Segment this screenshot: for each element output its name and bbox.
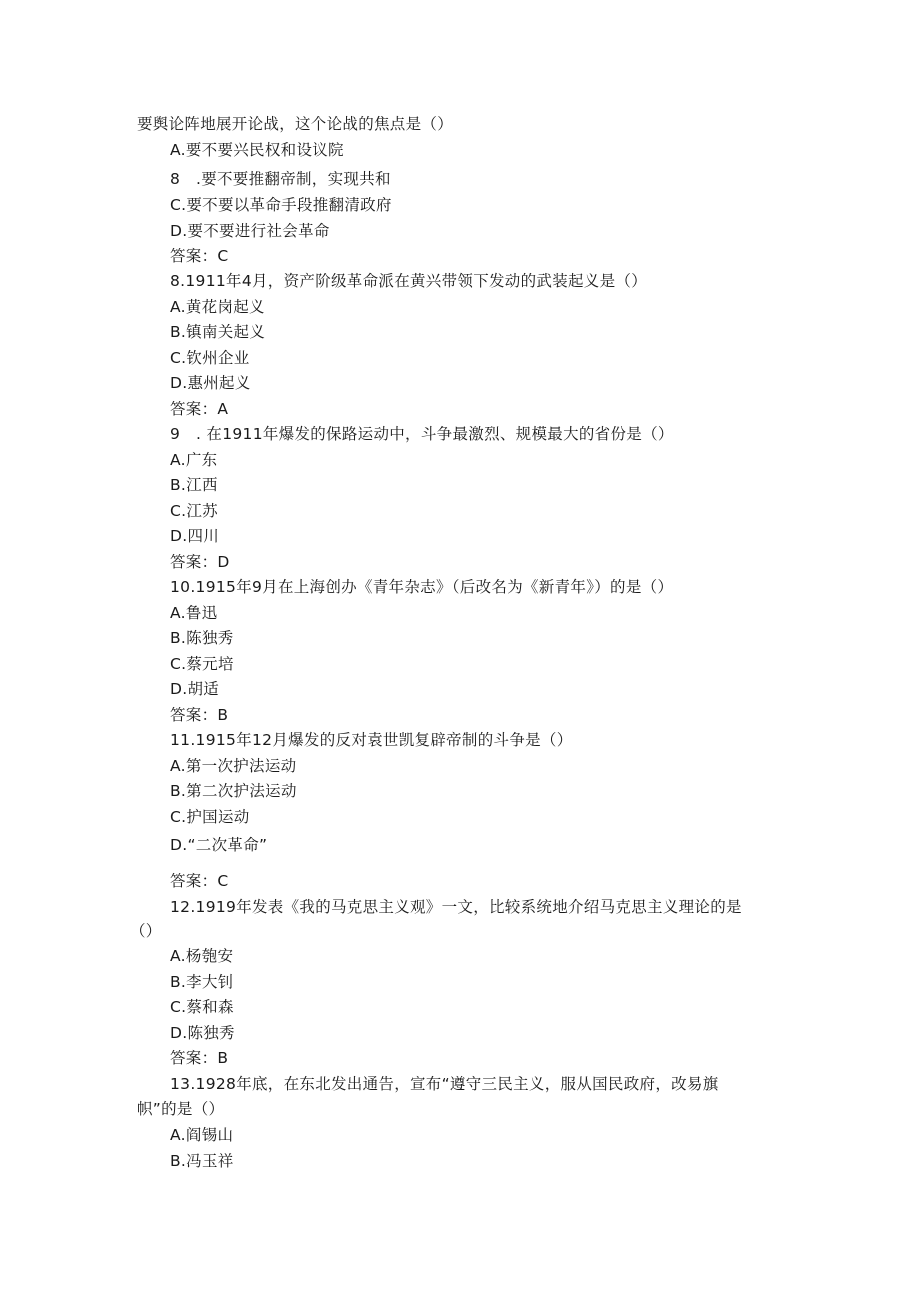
option-d: D.四川	[170, 527, 220, 545]
question-12: 12.1919年发表《我的马克思主义观》一文，比较系统地介绍马克思主义理论的是	[170, 898, 742, 916]
option-c: C.钦州企业	[170, 349, 250, 367]
option-a: A.阎锡山	[170, 1126, 234, 1144]
option-a: A.杨匏安	[170, 947, 234, 965]
answer: 答案：D	[170, 553, 230, 571]
option-a: A.广东	[170, 451, 218, 469]
option-a: A.鲁迅	[170, 604, 218, 622]
option-c: C.蔡元培	[170, 655, 234, 673]
question-12-continuation: （）	[130, 922, 162, 940]
option-d: D.要不要进行社会革命	[170, 222, 330, 240]
option-c: C.江苏	[170, 502, 218, 520]
answer: 答案：B	[170, 706, 229, 724]
option-d: D.陈独秀	[170, 1024, 235, 1042]
question-8: 8.1911年4月，资产阶级革命派在黄兴带领下发动的武装起义是（）	[170, 272, 647, 290]
option-a: A.黄花岗起义	[170, 298, 265, 316]
option-d: D.胡适	[170, 680, 220, 698]
question-10: 10.1915年9月在上海创办《青年杂志》（后改名为《新青年》）的是（）	[170, 578, 674, 596]
option-b: B.冯玉祥	[170, 1152, 234, 1170]
answer: 答案：C	[170, 872, 229, 890]
answer: 答案：B	[170, 1049, 229, 1067]
option-d: D.“二次革命”	[170, 836, 268, 854]
option-c: C.要不要以革命手段推翻清政府	[170, 196, 392, 214]
question-stem-continuation: 要舆论阵地展开论战，这个论战的焦点是（）	[137, 115, 454, 133]
option-b: B.陈独秀	[170, 629, 234, 647]
option-b: B.李大钊	[170, 973, 234, 991]
option-b: 8 .要不要推翻帝制，实现共和	[170, 170, 391, 188]
option-d: D.惠州起义	[170, 374, 251, 392]
answer: 答案：A	[170, 400, 229, 418]
question-13-continuation: 帜”的是（）	[137, 1100, 225, 1118]
option-c: C.护国运动	[170, 808, 250, 826]
option-b: B.江西	[170, 476, 218, 494]
option-a: A.第一次护法运动	[170, 757, 297, 775]
question-11: 11.1915年12月爆发的反对袁世凯复辟帝制的斗争是（）	[170, 731, 573, 749]
option-b: B.第二次护法运动	[170, 782, 297, 800]
answer: 答案：C	[170, 247, 229, 265]
option-c: C.蔡和森	[170, 998, 234, 1016]
option-a: A.要不要兴民权和设议院	[170, 141, 344, 159]
question-9: 9 . 在1911年爆发的保路运动中，斗争最激烈、规模最大的省份是（）	[170, 425, 674, 443]
question-13: 13.1928年底，在东北发出通告，宣布“遵守三民主义，服从国民政府，改易旗	[170, 1075, 719, 1093]
option-b: B.镇南关起义	[170, 323, 266, 341]
